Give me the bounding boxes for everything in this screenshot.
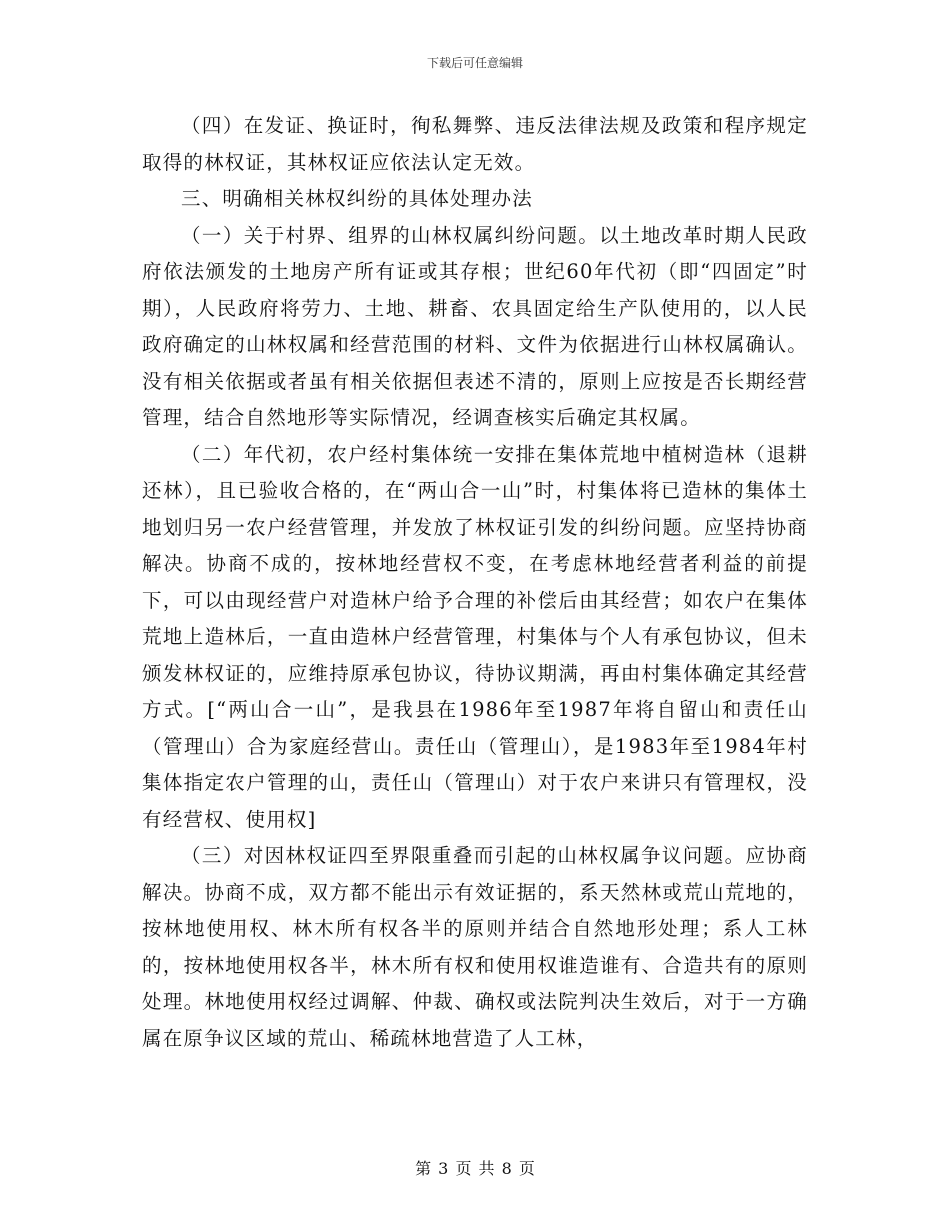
paragraph-item-3-overlapping-boundaries: （三）对因林权证四至界限重叠而引起的山林权属争议问题。应协商解决。协商不成，双方都不能出示有效证据的，系天然林或荒山荒地的，按林地使用权、林木所有权各半的原则并结合自然地形处理；系人工林的，按林地使用权各半，林木所有权和使用权谁造谁有、合造共有的原则处理。林地使用权经过调解、仲裁、确权或法院判决生效后，对于一方确属在原争议区域的荒山、稀疏林地营造了人工林，: [142, 844, 808, 1050]
paragraph-item-4-invalid-certificates: （四）在发证、换证时，徇私舞弊、违反法律法规及政策和程序规定取得的林权证，其林权证应依法认定无效。: [142, 114, 808, 174]
paragraph-item-1-village-boundaries: （一）关于村界、组界的山林权属纠纷问题。以土地改革时期人民政府依法颁发的土地房产所有证或其存根；世纪60年代初（即“四固定”时期），人民政府将劳力、土地、耕畜、农具固定给生产队使用的，以人民政府确定的山林权属和经营范围的材料、文件为依据进行山林权属确认。没有相关依据或者虽有相关依据但表述不清的，原则上应按是否长期经营管理，结合自然地形等实际情况，经调查核实后确定其权属。: [142, 223, 808, 429]
paragraph-item-2-afforestation-disputes: （二）年代初，农户经村集体统一安排在集体荒地中植树造林（退耕还林），且已验收合格的，在“两山合一山”时，村集体将已造林的集体土地划归另一农户经营管理，并发放了林权证引发的纠纷问题。应坚持协商解决。协商不成的，按林地经营权不变，在考虑林地经营者利益的前提下，可以由现经营户对造林户给予合理的补偿后由其经营；如农户在集体荒地上造林后，一直由造林户经营管理，村集体与个人有承包协议，但未颁发林权证的，应维持原承包协议，待协议期满，再由村集体确定其经营方式。[“两山合一山”，是我县在1986年至1987年将自留山和责任山（管理山）合为家庭经营山。责任山（管理山），是1983年至1984年村集体指定农户管理的山，责任山（管理山）对于农户来讲只有管理权，没有经营权、使用权]: [142, 442, 808, 831]
page-header-note: 下载后可任意编辑: [426, 56, 523, 70]
document-body: [142, 108, 808, 1057]
page-number: 第 3 页 共 8 页: [415, 1159, 535, 1178]
section-heading-3: 三、明确相关林权纠纷的具体处理办法: [181, 187, 533, 210]
